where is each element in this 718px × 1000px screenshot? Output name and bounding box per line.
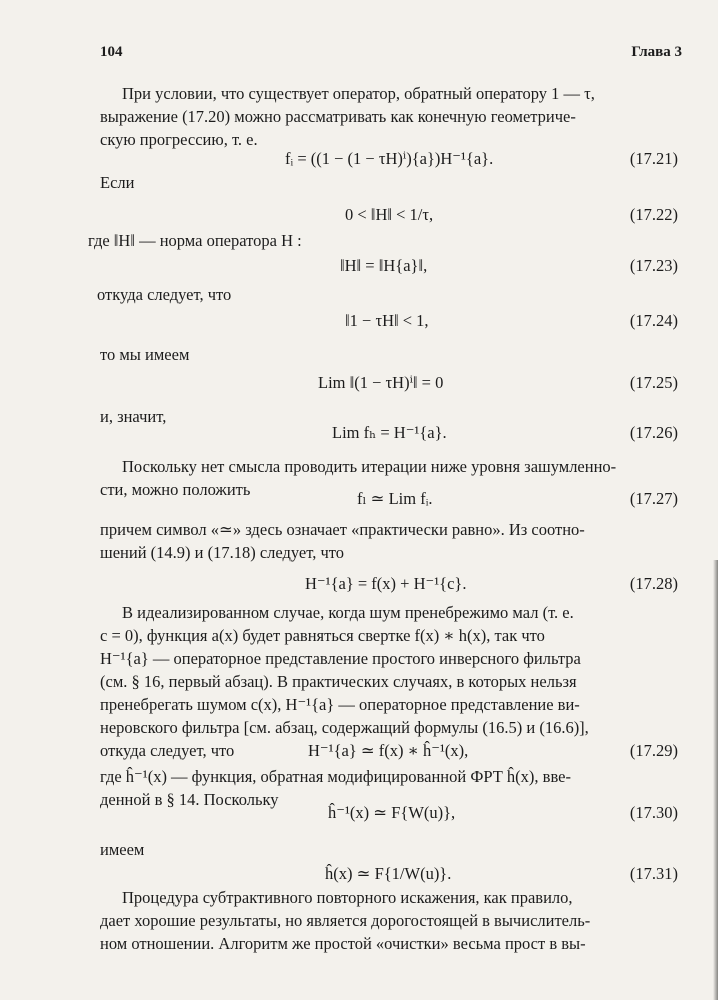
equation-number: (17.24)	[629, 311, 678, 330]
text-line: откуда следует, что	[97, 285, 232, 304]
paragraph-symbol	[100, 518, 585, 564]
text-line: Поскольку нет смысла проводить итерации ниже уровня зашумленно-	[122, 457, 617, 476]
text-line: c = 0), функция a(x) будет равняться свертке f(x) ∗ h(x), так что	[100, 626, 545, 645]
text-line: В идеализированном случае, когда шум пренебрежимо мал (т. е.	[122, 603, 574, 622]
page-header	[100, 44, 682, 66]
equation-formula: ‖1 − τH‖ < 1,	[345, 311, 429, 330]
equation-17-27	[0, 486, 718, 512]
equation-formula: H⁻¹{a} = f(x) + H⁻¹{c}.	[305, 574, 467, 593]
paragraph-norm	[88, 229, 302, 252]
text-line: денной в § 14. Поскольку	[100, 790, 279, 809]
equation-number: (17.25)	[629, 373, 678, 392]
equation-17-22	[0, 202, 718, 228]
equation-17-26	[0, 420, 718, 446]
equation-17-31	[0, 861, 718, 887]
text-line: H⁻¹{a} — операторное представление простого инверсного фильтра	[100, 649, 581, 668]
text-line: выражение (17.20) можно рассматривать как конечную геометриче-	[100, 107, 576, 126]
equation-number: (17.30)	[629, 803, 678, 822]
equation-number: (17.29)	[629, 741, 678, 760]
text-line: сти, можно положить	[100, 480, 251, 499]
equation-number: (17.31)	[629, 864, 678, 883]
page-number: 104	[100, 44, 123, 60]
text-line: Если	[100, 173, 135, 192]
equation-17-29	[0, 738, 718, 764]
text-line: причем символ «≃» здесь означает «практически равно». Из соотно-	[100, 520, 585, 539]
equation-formula: Lim fₕ = H⁻¹{a}.	[332, 423, 447, 442]
text-line: где ‖H‖ — норма оператора H :	[88, 231, 302, 250]
paragraph-procedure	[100, 886, 590, 955]
text-line: имеем	[100, 840, 145, 859]
paragraph-whence	[97, 283, 231, 306]
equation-number: (17.23)	[629, 256, 678, 275]
equation-17-23	[0, 253, 718, 279]
paragraph-we-have	[100, 838, 144, 861]
equation-17-25	[0, 370, 718, 396]
equation-17-24	[0, 308, 718, 334]
text-line: дает хорошие результаты, но является дорогостоящей в вычислитель-	[100, 911, 591, 930]
paragraph-then	[100, 343, 189, 366]
equation-formula: ĥ(x) ≃ F{1/W(u)}.	[325, 864, 452, 883]
text-line: (см. § 16, первый абзац). В практических случаях, в которых нельзя	[100, 672, 577, 691]
equation-formula: ĥ⁻¹(x) ≃ F{W(u)},	[328, 803, 456, 822]
equation-formula: 0 < ‖H‖ < 1/τ,	[345, 205, 434, 224]
equation-formula: ‖H‖ = ‖H{a}‖,	[340, 256, 428, 275]
equation-number: (17.22)	[629, 205, 678, 224]
equation-number: (17.28)	[629, 574, 678, 593]
paragraph-if	[100, 171, 134, 194]
text-line: скую прогрессию, т. е.	[100, 130, 258, 149]
text-line: Процедура субтрактивного повторного искажения, как правило,	[122, 888, 573, 907]
equation-17-21	[0, 146, 718, 172]
text-line: При условии, что существует оператор, обратный оператору 1 — τ,	[122, 84, 595, 103]
equation-number: (17.21)	[629, 149, 678, 168]
text-line: шений (14.9) и (17.18) следует, что	[100, 543, 345, 562]
paragraph-condition	[100, 82, 595, 151]
text-line: где ĥ⁻¹(x) — функция, обратная модифицированной ФРТ ĥ(x), вве-	[100, 767, 571, 786]
text-line: ном отношении. Алгоритм же простой «очистки» весьма прост в вы-	[100, 934, 586, 953]
equation-formula: H⁻¹{a} ≃ f(x) ∗ ĥ⁻¹(x),	[308, 741, 469, 760]
text-line: неровского фильтра [см. абзац, содержащий формулы (16.5) и (16.6)],	[100, 718, 589, 737]
equation-17-30	[0, 800, 718, 826]
text-line: откуда следует, что	[100, 741, 235, 760]
equation-formula: Lim ‖(1 − τH)ⁱ‖ = 0	[318, 373, 444, 392]
text-line: и, значит,	[100, 407, 167, 426]
text-line: пренебрегать шумом c(x), H⁻¹{a} — операторное представление ви-	[100, 695, 580, 714]
text-line: то мы имеем	[100, 345, 190, 364]
equation-formula: fₗ ≃ Lim fᵢ.	[357, 489, 433, 508]
chapter-title: Глава 3	[631, 44, 682, 60]
equation-number: (17.26)	[629, 423, 678, 442]
equation-number: (17.27)	[629, 489, 678, 508]
equation-formula: fᵢ = ((1 − (1 − τH)ⁱ){a})H⁻¹{a}.	[285, 149, 494, 168]
scan-edge-shadow	[713, 560, 718, 1000]
equation-17-28	[0, 571, 718, 597]
